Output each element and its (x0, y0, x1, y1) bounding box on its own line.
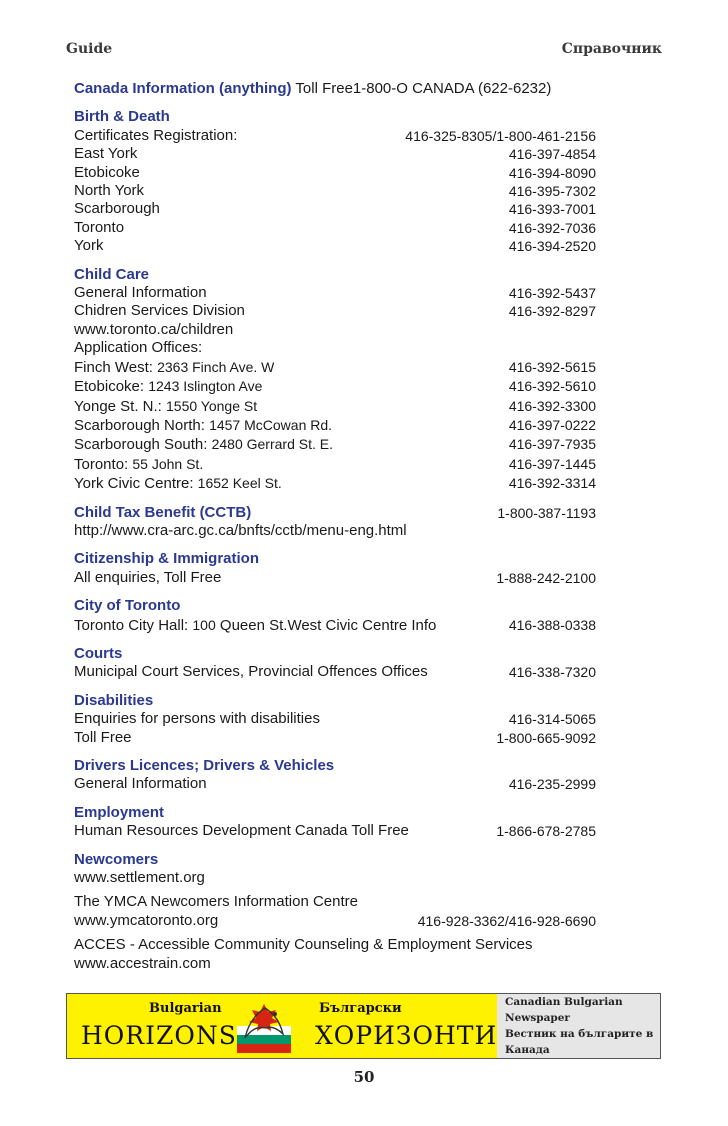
section-child-tax-benefit (74, 504, 596, 541)
section-acces (74, 936, 596, 973)
list-item (74, 435, 596, 454)
list-item (74, 127, 596, 145)
banner-bulgarian-en: Bulgarian (149, 1001, 222, 1016)
list-item (74, 302, 596, 320)
list-item (74, 284, 596, 302)
list-item (74, 775, 596, 793)
entry-phone: 1-888-242-2100 (496, 569, 596, 586)
city-title: City of Toronto (74, 597, 181, 615)
drivers-title: Drivers Licences; Drivers & Vehicles (74, 757, 335, 774)
office-name: York Civic Centre: (74, 475, 198, 493)
list-item (74, 377, 596, 396)
office-address: 1550 Yonge St (166, 397, 258, 414)
entry-label: Toronto City Hall: (74, 616, 193, 634)
section-canada-information (74, 80, 596, 98)
list-item (74, 474, 596, 493)
banner-yellow-panel (67, 994, 497, 1058)
entry-phone: 416-392-8297 (508, 303, 596, 320)
header-spravochnik: Справочник (561, 41, 662, 57)
entry-phone: 416-392-5610 (508, 378, 596, 395)
office-address: 2480 Gerrard St. E. (211, 436, 333, 453)
list-item (74, 822, 596, 840)
list-item (74, 219, 596, 237)
list-item (74, 164, 596, 182)
entry-label: Toronto (74, 218, 125, 236)
entry-phone: 416-395-7302 (508, 183, 596, 200)
entry-phone: 416-392-3300 (508, 397, 596, 414)
section-newcomers (74, 851, 596, 888)
section-child-care (74, 266, 596, 494)
bulgarian-horizons-banner (66, 993, 661, 1059)
entry-label: Municipal Court Services, Provincial Offences Offices (74, 663, 428, 681)
canada-info-text: Toll Free1-800-O CANADA (622-6232) (291, 80, 552, 97)
entry-phone: 416-928-3362/416-928-6690 (417, 912, 596, 929)
citizenship-title: Citizenship & Immigration (74, 550, 260, 568)
entry-phone: 416-397-1445 (508, 455, 596, 472)
directory-content (74, 80, 596, 983)
entry-label: East York (74, 145, 138, 163)
section-ymca (74, 893, 596, 930)
acces-website[interactable]: www.accestrain.com (74, 954, 211, 972)
entry-label: Enquiries for persons with disabilities (74, 710, 320, 728)
entry-label: General Information (74, 775, 207, 793)
employment-title: Employment (74, 803, 165, 821)
entry-phone: 416-392-5437 (508, 285, 596, 302)
office-address: 55 John St. (132, 455, 204, 472)
list-item (74, 455, 596, 474)
list-item (74, 569, 596, 587)
list-item (74, 200, 596, 218)
entry-label: North York (74, 182, 145, 200)
entry-phone: 1-800-387-1193 (497, 504, 596, 521)
entry-label: Chidren Services Division (74, 302, 245, 320)
courts-title: Courts (74, 644, 123, 662)
entry-phone: 416-397-7935 (508, 436, 596, 453)
canada-info-title: Canada Information (anything) (74, 80, 292, 97)
office-name: Yonge St. N.: (74, 397, 167, 415)
list-item (74, 729, 596, 747)
list-item (74, 237, 596, 255)
entry-label: Etobicoke (74, 163, 140, 181)
office-name: Finch West: (74, 358, 158, 376)
section-employment (74, 804, 596, 841)
entry-phone: 416-325-8305/1-800-461-2156 (405, 127, 596, 144)
list-item (74, 397, 596, 416)
entry-phone: 416-397-0222 (508, 416, 596, 433)
entry-label: Scarborough (74, 200, 160, 218)
child-tax-url[interactable]: http://www.cra-arc.gc.ca/bnfts/cctb/menu-eng.html (74, 521, 407, 539)
entry-label: Human Resources Development Canada Toll Free (74, 822, 409, 840)
newcomers-title: Newcomers (74, 850, 159, 868)
disabilities-title: Disabilities (74, 691, 154, 709)
entry-phone: 416-394-8090 (508, 164, 596, 181)
page-number: 50 (353, 1068, 375, 1086)
child-tax-title: Child Tax Benefit (CCTB) (74, 503, 252, 521)
entry-phone: 416-392-5615 (508, 358, 596, 375)
entry-phone: 416-392-3314 (508, 475, 596, 492)
entry-phone: 416-338-7320 (508, 664, 596, 681)
entry-label: General Information (74, 284, 207, 302)
entry-phone: 416-235-2999 (508, 776, 596, 793)
section-birth-death (74, 108, 596, 255)
birth-death-title: Birth & Death (74, 108, 170, 126)
banner-bulgarian-bg: Български (319, 1001, 402, 1016)
list-item (74, 912, 596, 930)
office-address: 1243 Islington Ave (148, 378, 263, 395)
entry-phone: 1-800-665-9092 (496, 729, 596, 746)
acces-name: ACCES - Accessible Community Counseling & Employment Services (74, 936, 533, 954)
entry-phone: 1-866-678-2785 (496, 823, 596, 840)
banner-horizons-en: HORIZONS (81, 1021, 237, 1050)
office-address: 2363 Finch Ave. W (157, 358, 275, 375)
entry-label-rest: Queen St.West Civic Centre Info (215, 616, 437, 634)
office-name: Etobicoke: (74, 378, 149, 396)
settlement-website[interactable]: www.settlement.org (74, 869, 205, 887)
entry-label: Toll Free (74, 728, 132, 746)
section-drivers (74, 757, 596, 794)
list-item (74, 710, 596, 728)
entry-phone: 416-394-2520 (508, 238, 596, 255)
office-name: Scarborough North: (74, 416, 210, 434)
entry-phone: 416-314-5065 (508, 711, 596, 728)
banner-horizons-bg: ХОРИЗОНТИ (315, 1021, 498, 1050)
entry-phone: 416-392-7036 (508, 219, 596, 236)
list-item (74, 358, 596, 377)
list-item (74, 145, 596, 163)
section-disabilities (74, 692, 596, 747)
entry-label: Certificates Registration: (74, 126, 238, 144)
office-name: Toronto: (74, 455, 133, 473)
office-address: 1457 McCowan Rd. (209, 416, 333, 433)
header-guide: Guide (66, 41, 113, 57)
section-city-of-toronto (74, 597, 596, 635)
entry-phone: 416-397-4854 (508, 146, 596, 163)
child-care-title: Child Care (74, 265, 150, 283)
banner-tagline-bg: Вестник на българите в Канада (505, 1028, 654, 1056)
entry-phone: 416-388-0338 (508, 616, 596, 633)
office-address: 1652 Keel St. (197, 475, 282, 492)
banner-grey-panel (497, 994, 660, 1058)
banner-logo-icon (235, 998, 293, 1056)
application-offices-label: Application Offices: (74, 339, 203, 357)
entry-label: All enquiries, Toll Free (74, 568, 222, 586)
ymca-name: The YMCA Newcomers Information Centre (74, 893, 358, 911)
list-item (74, 663, 596, 681)
office-name: Scarborough South: (74, 436, 212, 454)
child-care-website[interactable]: www.toronto.ca/children (74, 320, 234, 338)
list-item (74, 416, 596, 435)
list-item (74, 616, 596, 635)
entry-label: York (74, 237, 104, 255)
section-citizenship (74, 550, 596, 587)
ymca-website[interactable]: www.ymcatoronto.org (74, 911, 219, 929)
entry-phone: 416-393-7001 (508, 201, 596, 218)
list-item (74, 182, 596, 200)
entry-label-number: 100 (192, 616, 216, 633)
section-courts (74, 645, 596, 682)
banner-tagline-en: Canadian Bulgarian Newspaper (505, 996, 623, 1024)
